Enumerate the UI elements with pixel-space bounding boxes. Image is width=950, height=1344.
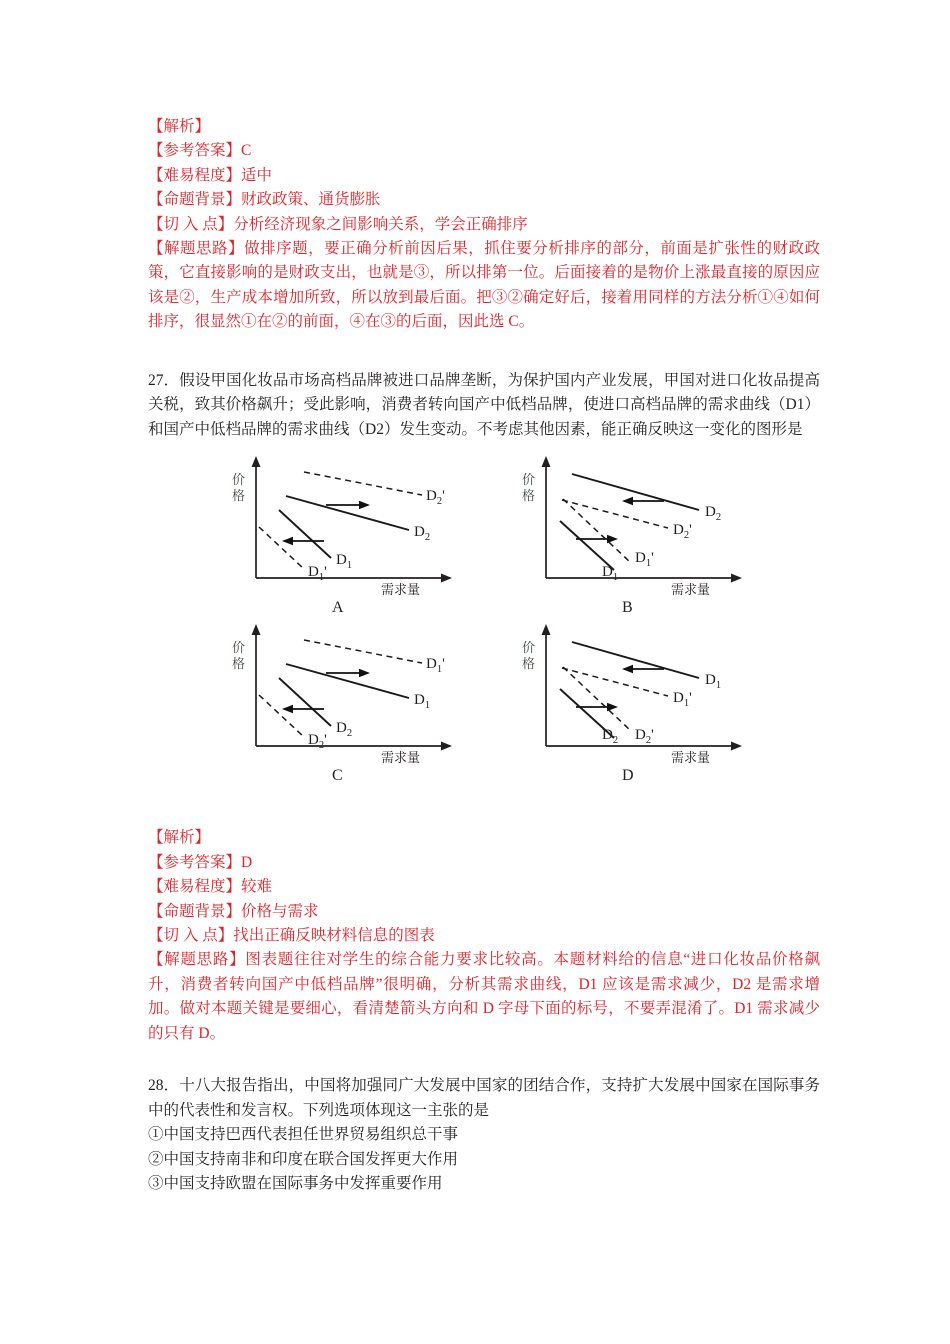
question-28-stem: 十八大报告指出，中国将加强同广大发展中国家的团结合作，支持扩大发展中国家在国际事务中的代表性和发言权。下列选项体现这一主张的是 <box>148 1077 820 1119</box>
analysis-27-answer-line <box>148 851 820 875</box>
analysis-26-background-line <box>148 188 820 212</box>
analysis-27-difficulty-label: 【难易程度】 <box>148 878 242 896</box>
figure-option-a <box>226 452 516 628</box>
curve-b-lower-solid <box>560 521 614 570</box>
label-c-lower-dashed: $D_2'$ <box>308 732 327 752</box>
label-a-lower-dashed: $D_1'$ <box>308 564 327 584</box>
label-a-upper-dashed: $D_2'$ <box>426 488 445 508</box>
axis-label-x-b: 需求量 <box>671 582 711 598</box>
axis-label-y-a: 价 <box>232 472 246 488</box>
curve-d-upper-solid <box>572 642 699 678</box>
arrow-a-lower-left <box>282 537 324 545</box>
analysis-26-approach-label: 【解题思路】 <box>148 240 245 258</box>
analysis-26-entry-line <box>148 213 820 237</box>
analysis-27-difficulty-line <box>148 875 820 899</box>
question-28 <box>148 1074 820 1197</box>
analysis-27-entry-label: 【切 入 点】 <box>148 927 234 945</box>
question-28-number: 28． <box>148 1077 180 1095</box>
axis-label-x-c: 需求量 <box>381 750 421 766</box>
analysis-27-approach-line <box>148 948 820 1046</box>
label-a-lower-solid: $D_1$ <box>336 552 353 572</box>
question-28-option-2: ②中国支持南非和印度在联合国发挥更大作用 <box>148 1150 459 1168</box>
analysis-26-header: 【解析】 <box>148 118 211 135</box>
analysis-26-background-label: 【命题背景】 <box>148 191 242 209</box>
analysis-27-entry-line <box>148 924 820 948</box>
question-27 <box>148 369 820 443</box>
spacer <box>148 804 820 826</box>
figure-option-b <box>516 452 806 628</box>
label-d-lower-dashed: $D_2'$ <box>635 727 654 747</box>
analysis-27-difficulty-value: 较难 <box>241 878 273 896</box>
label-c-upper-dashed: $D_1'$ <box>426 656 445 676</box>
curve-c-upper-solid <box>286 664 409 698</box>
axis-label-x-a: 需求量 <box>381 582 421 598</box>
analysis-27-background-value: 价格与需求 <box>241 902 319 920</box>
spacer <box>148 335 820 369</box>
question-28-option-3: ③中国支持欧盟在国际事务中发挥重要作用 <box>148 1175 443 1193</box>
label-d-lower-solid: $D_2$ <box>602 727 619 747</box>
page-content <box>148 115 820 1197</box>
spacer <box>148 1046 820 1074</box>
question-28-option-1: ①中国支持巴西代表担任世界贸易组织总干事 <box>148 1126 459 1144</box>
analysis-27-approach-label: 【解题思路】 <box>148 951 246 969</box>
label-a-upper-solid: $D_2$ <box>414 524 431 544</box>
curve-a-upper-solid <box>286 496 409 530</box>
analysis-26-difficulty-line <box>148 164 820 188</box>
curve-a-upper-dashed <box>304 472 422 495</box>
analysis-26-answer-value: C <box>241 142 252 160</box>
curve-c-lower-dashed <box>259 695 304 737</box>
curve-b-upper-solid <box>572 474 699 510</box>
figure-option-d <box>516 620 806 796</box>
analysis-block-26 <box>148 115 820 335</box>
curve-c-upper-dashed <box>304 640 422 663</box>
axis-label-y-d: 价 <box>522 640 536 656</box>
figure-caption-c: C <box>332 767 343 785</box>
analysis-27-answer-label: 【参考答案】 <box>148 853 242 871</box>
analysis-26-entry-label: 【切 入 点】 <box>148 215 234 233</box>
analysis-26-entry-value: 分析经济现象之间影响关系，学会正确排序 <box>233 215 528 233</box>
label-b-upper-solid: $D_2$ <box>705 504 722 524</box>
analysis-26-approach-line <box>148 237 820 335</box>
axis-label-y-a2: 格 <box>232 488 246 504</box>
axis-label-x-d: 需求量 <box>671 750 711 766</box>
analysis-26-difficulty-label: 【难易程度】 <box>148 166 242 184</box>
arrow-c-lower-left <box>282 705 324 713</box>
analysis-26-answer-line <box>148 139 820 163</box>
axis-label-y-b2: 格 <box>522 488 536 504</box>
label-c-lower-solid: $D_2$ <box>336 720 353 740</box>
analysis-27-answer-value: D <box>241 853 253 871</box>
label-c-upper-solid: $D_1$ <box>414 692 431 712</box>
label-b-lower-dashed: $D_1'$ <box>635 550 654 570</box>
figure-option-c <box>226 620 516 796</box>
label-b-upper-dashed: $D_2'$ <box>673 522 692 542</box>
curve-c-lower-solid <box>279 678 331 726</box>
analysis-26-approach-value: 做排序题，要正确分析前因后果，抓住要分析排序的部分，前面是扩张性的财政政策，它直接影响的是财政支出，也就是③，所以排第一位。后面接着的是物价上涨最直接的原因应该是②，生产成本增加所致，所以放到最后面。把③②确定好后，接着用同样的方法分析①④如何排序，很显然①在②的前面，④在③的后面，因此选 C。 <box>148 240 820 331</box>
analysis-27-entry-value: 找出正确反映材料信息的图表 <box>233 927 435 945</box>
question-27-stem: 假设甲国化妆品市场高档品牌被进口品牌垄断，为保护国内产业发展，甲国对进口化妆品提高关税，致其价格飙升；受此影响，消费者转向国产中低档品牌，使进口高档品牌的需求曲线（D1）和国产中低档品牌的需求曲线（D2）发生变动。不考虑其他因素，能正确反映这一变化的图形是 <box>148 371 820 438</box>
label-d-upper-solid: $D_1$ <box>705 672 722 692</box>
question-27-number: 27． <box>148 371 180 389</box>
analysis-27-approach-value: 图表题往往对学生的综合能力要求比较高。本题材料给的信息“进口化妆品价格飙升，消费者转向国产中低档品牌”很明确，分析其需求曲线，D1 应该是需求减少，D2 是需求增加。做对本题关键是要细心，看清楚箭头方向和 D 字母下面的标号，不要弄混淆了。D1 需求减少的只有 D。 <box>148 951 820 1042</box>
axis-label-y-c2: 格 <box>232 656 246 672</box>
figure-caption-d: D <box>622 767 634 785</box>
analysis-27-header: 【解析】 <box>148 829 211 847</box>
axis-label-y-d2: 格 <box>522 656 536 672</box>
analysis-26-answer-label: 【参考答案】 <box>148 142 242 160</box>
analysis-26-background-value: 财政政策、通货膨胀 <box>241 191 381 209</box>
figure-caption-b: B <box>622 599 633 617</box>
analysis-26-difficulty-value: 适中 <box>241 166 273 184</box>
figure-group-27 <box>148 452 820 804</box>
curve-a-lower-solid <box>279 510 331 558</box>
analysis-block-27 <box>148 826 820 1046</box>
axis-label-y-b: 价 <box>522 472 536 488</box>
label-b-lower-solid: $D_1$ <box>602 564 619 584</box>
analysis-27-background-line <box>148 900 820 924</box>
analysis-27-background-label: 【命题背景】 <box>148 902 242 920</box>
figure-caption-a: A <box>332 599 344 617</box>
axis-label-y-c: 价 <box>232 640 246 656</box>
label-d-upper-dashed: $D_1'$ <box>673 690 692 710</box>
curve-a-lower-dashed <box>259 527 304 569</box>
